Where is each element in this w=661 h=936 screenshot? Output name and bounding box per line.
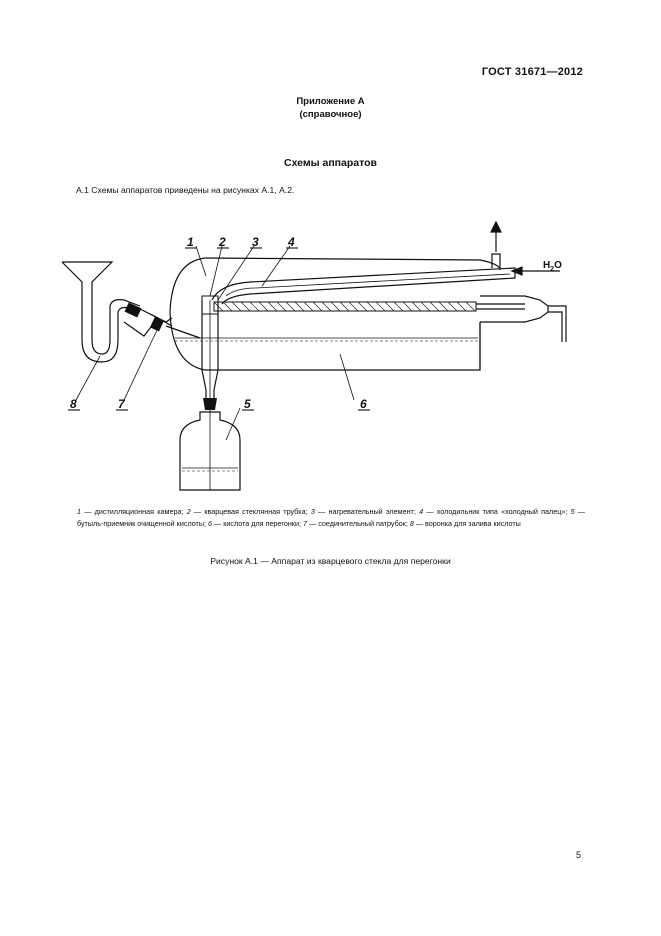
page-number: 5 xyxy=(576,850,582,860)
label-4: 4 xyxy=(288,235,295,249)
legend-text-3: — нагревательный элемент; xyxy=(314,507,420,516)
appendix-title: Приложение А xyxy=(296,96,365,107)
heating-element xyxy=(214,302,476,311)
figure-legend xyxy=(77,506,585,530)
label-7: 7 xyxy=(118,397,125,411)
legend-num-5: 5 xyxy=(570,507,575,516)
label-1: 1 xyxy=(187,235,194,249)
label-3: 3 xyxy=(252,235,259,249)
legend-text-8: — воронка для залива кислоты xyxy=(413,519,521,528)
section-paragraph: А.1 Схемы аппаратов приведены на рисунках А.1, А.2. xyxy=(76,185,295,195)
label-2: 2 xyxy=(219,235,226,249)
appendix-subtitle: (справочное) xyxy=(299,109,362,120)
legend-text-1: — дистилляционная камера; xyxy=(81,507,187,516)
legend-text-7: — соединительный патрубок; xyxy=(307,519,410,528)
legend-num-6: 6 xyxy=(208,519,213,528)
legend-text-6: — кислота для перегонки; xyxy=(212,519,304,528)
legend-num-4: 4 xyxy=(419,507,424,516)
label-8: 8 xyxy=(70,397,77,411)
legend-text-2: — кварцевая стеклянная трубка; xyxy=(190,507,311,516)
figure-caption: Рисунок А.1 — Аппарат из кварцевого стекла для перегонки xyxy=(210,556,451,566)
label-6: 6 xyxy=(360,397,367,411)
legend-num-8: 8 xyxy=(409,519,414,528)
water-label: $H_2O$ xyxy=(543,260,562,273)
label-5: 5 xyxy=(244,397,251,411)
chamber-top xyxy=(205,258,500,270)
legend-text-4: — холодильник типа «холодный палец»; xyxy=(423,507,571,516)
legend-num-1: 1 xyxy=(77,507,81,516)
standard-code: ГОСТ 31671—2012 xyxy=(481,66,583,78)
section-title: Схемы аппаратов xyxy=(283,157,377,169)
legend-text-5: — бутыль-приемник очищенной кислоты; xyxy=(77,507,585,528)
cold-finger xyxy=(212,268,515,304)
legend-num-3: 3 xyxy=(310,507,315,516)
legend-num-7: 7 xyxy=(303,519,308,528)
legend-num-2: 2 xyxy=(186,507,191,516)
